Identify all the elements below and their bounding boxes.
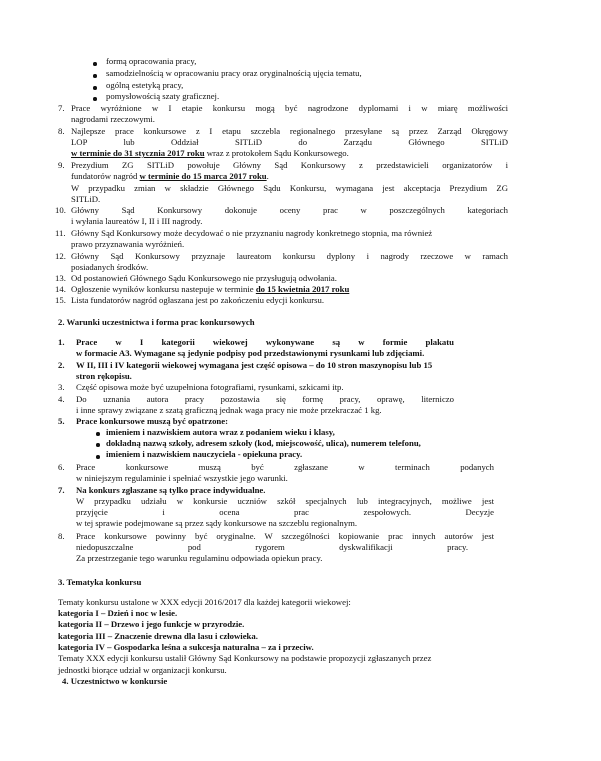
list-item-text-part: Ogłoszenie wyników konkursu nastepuje w terminie bbox=[71, 284, 256, 294]
bullet-dot-icon bbox=[93, 86, 97, 90]
list-item-text: Główny Sąd Konkursowy może decydować o nie przyznaniu nagrody konkretnego stopnia, ma również bbox=[71, 228, 433, 238]
bullet-dot-icon bbox=[93, 74, 97, 78]
list-number: 8. bbox=[58, 531, 65, 541]
list-number: 6. bbox=[58, 462, 65, 472]
list-number: 2. bbox=[58, 360, 65, 370]
list-item: pomysłowością szaty graficznej. bbox=[106, 91, 220, 101]
list-number: 4. bbox=[58, 394, 65, 404]
list-number: 15. bbox=[55, 295, 66, 305]
list-item-text: Prace konkursowe powinny być oryginalne. W szczególności kopiowanie prac innych autorów jest bbox=[76, 531, 494, 541]
list-item-text-part: . bbox=[266, 171, 269, 181]
list-item-text: Prace w I kategorii wiekowej wykonywane są w formie plakatu bbox=[76, 337, 454, 347]
paragraph: Tematy XXX edycji konkursu ustalił Główny Sąd Konkursowy na podstawie propozycji zgłaszanych przez bbox=[58, 653, 432, 663]
list-item-text: Prace konkursowe muszą być opatrzone: bbox=[76, 416, 229, 426]
list-item-text: niedopuszczalne pod rygorem dyskwalifikacji pracy. bbox=[76, 542, 468, 552]
list-item-text: W przypadku zmian w składzie Głównego Sądu Konkursu, wymagana jest akceptacja Prezydium ZG bbox=[71, 183, 508, 193]
bullet-dot-icon bbox=[93, 97, 97, 101]
list-item-text: Od postanowień Głównego Sądu Konkursowego nie przysługują odwołania. bbox=[71, 273, 337, 283]
category-line: kategoria IV – Gospodarka leśna a sukcesja naturalna – za i przeciw. bbox=[58, 642, 314, 652]
list-item: samodzielnością w opracowaniu pracy oraz oryginalnością ujęcia tematu, bbox=[106, 68, 362, 78]
list-number: 3. bbox=[58, 382, 65, 392]
list-item-text: stron rękopisu. bbox=[76, 371, 132, 381]
list-number: 8. bbox=[58, 126, 65, 136]
list-item-text: Lista fundatorów nagród ogłaszana jest po zakończeniu edycji konkursu. bbox=[71, 295, 325, 305]
list-item-text: Prace konkursowe muszą być zgłaszane w terminach podanych bbox=[76, 462, 494, 472]
list-item-text: posiadanych środków. bbox=[71, 262, 149, 272]
list-number: 7. bbox=[58, 485, 65, 495]
list-item: dokładną nazwą szkoły, adresem szkoły (kod, miejscowość, ulica), numerem telefonu, bbox=[106, 438, 421, 448]
list-number: 12. bbox=[55, 251, 66, 261]
deadline-text: w terminie do 15 marca 2017 roku bbox=[139, 171, 267, 181]
list-item-text: Prezydium ZG SITLiD powołuje Główny Sąd Konkursowy z przedstawicieli organizatorów i bbox=[71, 160, 508, 170]
list-item: formą opracowania pracy, bbox=[106, 56, 197, 66]
list-item-text: w formacie A3. Wymagane są jedynie podpisy pod przedstawionymi rysunkami lub zdjęciami. bbox=[76, 348, 425, 358]
section-heading: 2. Warunki uczestnictwa i forma prac konkursowych bbox=[58, 317, 255, 327]
category-line: kategoria I – Dzień i noc w lesie. bbox=[58, 608, 178, 618]
list-item-text: Do uznania autora pracy pozostawia się formę pracy, oprawę, literniczo bbox=[76, 394, 454, 404]
section-heading: 4. Uczestnictwo w konkursie bbox=[62, 676, 168, 686]
list-item-text: Za przestrzeganie tego warunku regulaminu odpowiada opiekun pracy. bbox=[76, 553, 323, 563]
paragraph: jednostki biorące udział w organizacji konkursu. bbox=[58, 665, 227, 675]
list-item-text: W przypadku udziału w konkursie uczniów szkół specjalnych lub integracyjnych, możliwe jest bbox=[76, 496, 494, 506]
list-item-text: i wyłania laureatów I, II i III nagrody. bbox=[71, 216, 203, 226]
list-number: 5. bbox=[58, 416, 65, 426]
list-item-text: prawo przyznawania wyróżnień. bbox=[71, 239, 185, 249]
list-item-text bbox=[71, 148, 349, 159]
list-item: ogólną estetyką pracy, bbox=[106, 80, 184, 90]
list-item-text-part: fundatorów nagród bbox=[71, 171, 140, 181]
list-item-text: w niniejszym regulaminie i spełniać wszystkie jego warunki. bbox=[76, 473, 288, 483]
list-item: imieniem i nazwiskiem autora wraz z podaniem wieku i klasy, bbox=[106, 427, 335, 437]
list-item-text: w tej sprawie podejmowane są przez sądy konkursowe na szczeblu regionalnym. bbox=[76, 518, 358, 528]
list-item-text bbox=[71, 171, 269, 182]
list-item-text: W II, III i IV kategorii wiekowej wymagana jest część opisowa – do 10 stron maszynopisu lub 15 bbox=[76, 360, 433, 370]
paragraph: Tematy konkursu ustalone w XXX edycji 2016/2017 dla każdej kategorii wiekowej: bbox=[58, 597, 351, 607]
list-number: 7. bbox=[58, 103, 65, 113]
list-item-text: Główny Sąd Konkursowy dokonuje oceny prac w poszczególnych kategoriach bbox=[71, 205, 508, 215]
bullet-dot-icon bbox=[96, 443, 100, 447]
list-item-text: LOP lub Oddział SITLiD do Zarządu Głównego SITLiD bbox=[71, 137, 508, 147]
list-item-text: Na konkurs zgłaszane są tylko prace indywidualne. bbox=[76, 485, 266, 495]
list-number: 11. bbox=[55, 228, 66, 238]
list-number: 14. bbox=[55, 284, 66, 294]
list-item-text: Najlepsze prace konkursowe z I etapu szczebla regionalnego przesyłane są przez Zarząd Okręgowy bbox=[71, 126, 508, 136]
list-item-text: SITLiD. bbox=[71, 194, 101, 204]
list-item-text bbox=[71, 284, 349, 295]
list-item-text-rest: wraz z protokołem Sądu Konkursowego. bbox=[204, 148, 349, 158]
list-item-text: Część opisowa może być uzupełniona fotografiami, rysunkami, szkicami itp. bbox=[76, 382, 344, 392]
list-item-text: przyjęcie i ocena prac zespołowych. Decyzje bbox=[76, 507, 494, 517]
section-heading: 3. Tematyka konkursu bbox=[58, 577, 142, 587]
bullet-dot-icon bbox=[93, 62, 97, 66]
deadline-text: do 15 kwietnia 2017 roku bbox=[255, 284, 350, 294]
deadline-text: w terminie do 31 stycznia 2017 roku bbox=[71, 148, 205, 158]
bullet-dot-icon bbox=[96, 455, 100, 459]
bullet-dot-icon bbox=[96, 432, 100, 436]
list-item-text: Prace wyróżnione w I etapie konkursu mogą być nagrodzone dyplomami i w miarę możliwości bbox=[71, 103, 508, 113]
list-number: 10. bbox=[55, 205, 66, 215]
list-number: 1. bbox=[58, 337, 65, 347]
list-item-text: i inne sprawy związane z szatą graficzną jednak waga pracy nie może przekraczać 1 kg. bbox=[76, 405, 382, 415]
category-line: kategoria III – Znaczenie drewna dla lasu i człowieka. bbox=[58, 631, 258, 641]
list-item-text: Główny Sąd Konkursowy przyznaje laureatom konkursu dyplony i nagrody rzeczowe w ramach bbox=[71, 251, 508, 261]
list-number: 13. bbox=[55, 273, 66, 283]
list-item: imieniem i nazwiskiem nauczyciela - opiekuna pracy. bbox=[106, 449, 303, 459]
list-item-text: nagrodami rzeczowymi. bbox=[71, 114, 155, 124]
list-number: 9. bbox=[58, 160, 65, 170]
category-line: kategoria II – Drzewo i jego funkcje w przyrodzie. bbox=[58, 619, 245, 629]
